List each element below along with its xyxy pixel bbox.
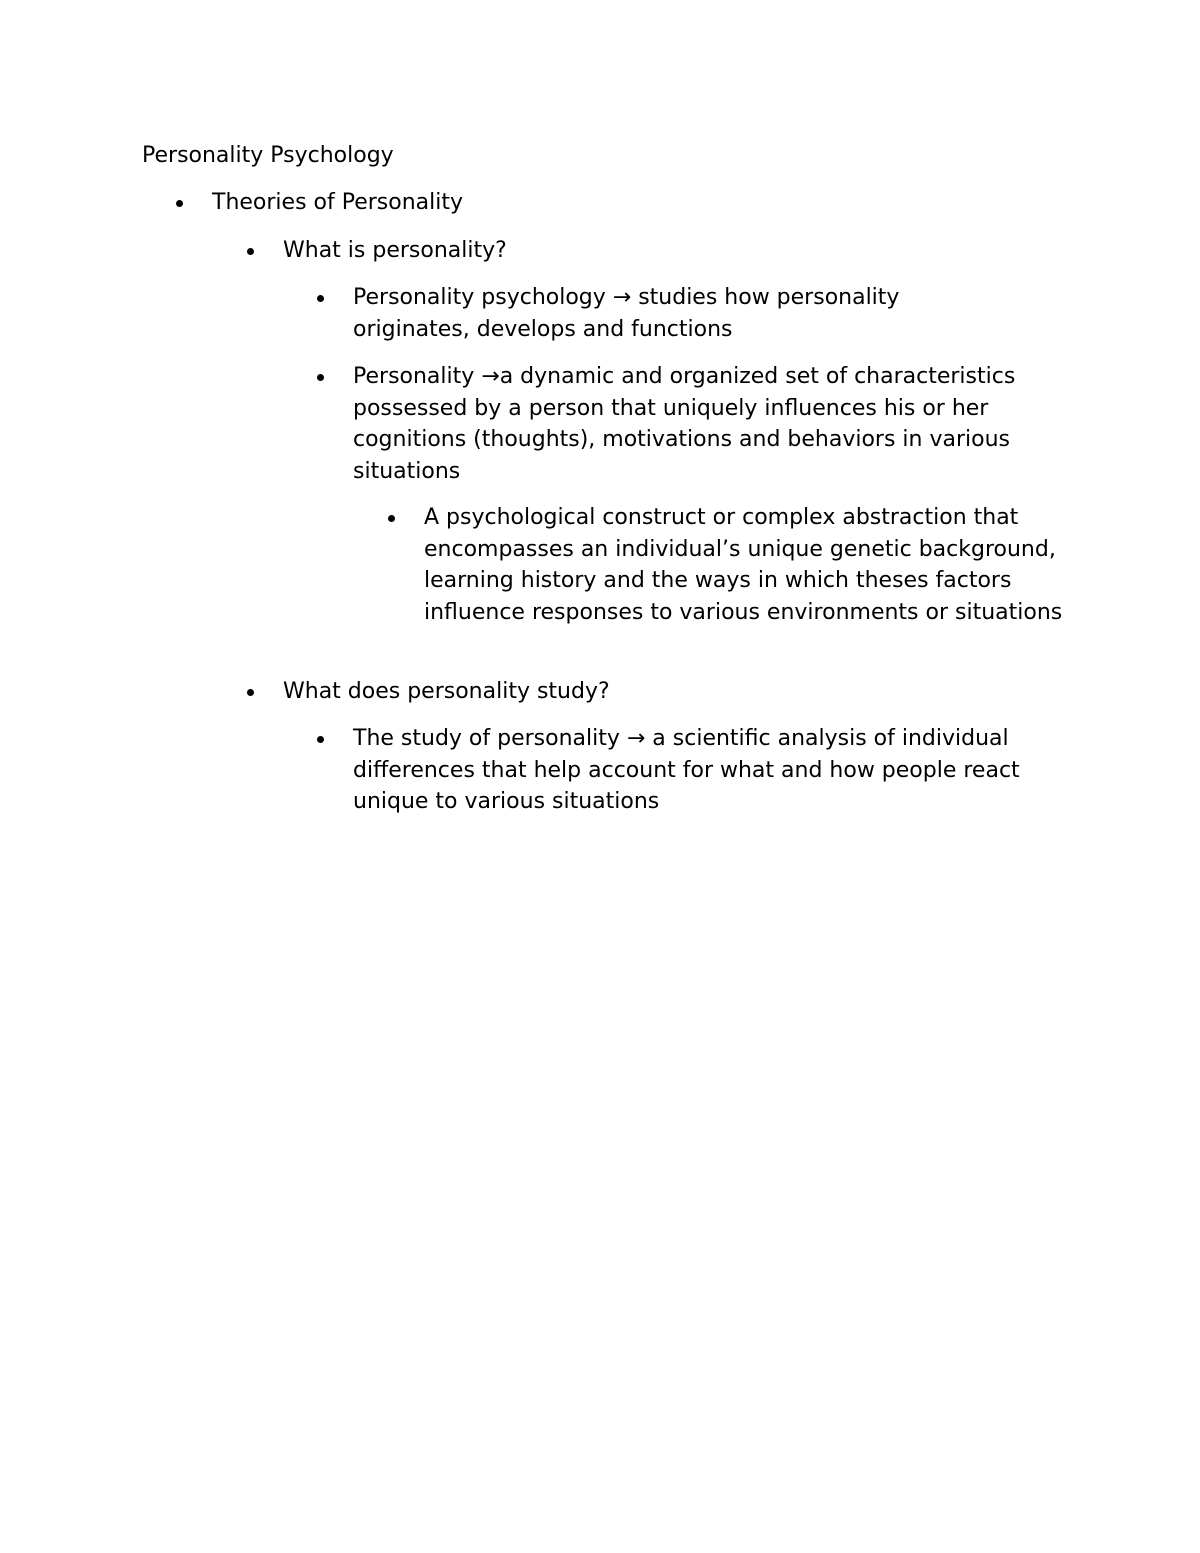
document-title: Personality Psychology [142,143,394,168]
list-item-text: The study of personality → a scientific analysis of individual differences that help account for what and how people react unique to various situations [353,726,1020,814]
bullet-icon [317,295,324,302]
list-item-text: What is personality? [283,238,507,263]
list-item-text: Personality →a dynamic and organized set of characteristics possessed by a person that uniquely influences his or her cognitions (thoughts), motivations and behaviors in various situations [353,364,1016,484]
list-item-text: What does personality study? [283,679,610,704]
bullet-icon [388,515,395,522]
list-item-text: Personality psychology → studies how personality originates, develops and functions [353,285,900,342]
list-item-text: A psychological construct or complex abstraction that encompasses an individual’s unique genetic background, learning history and the ways in which theses factors influence responses to various environments or situations [424,505,1063,625]
bullet-icon [247,248,254,255]
bullet-icon [247,689,254,696]
bullet-icon [317,736,324,743]
bullet-icon [317,374,324,381]
bullet-icon [176,200,183,207]
list-item-text: Theories of Personality [212,190,464,215]
